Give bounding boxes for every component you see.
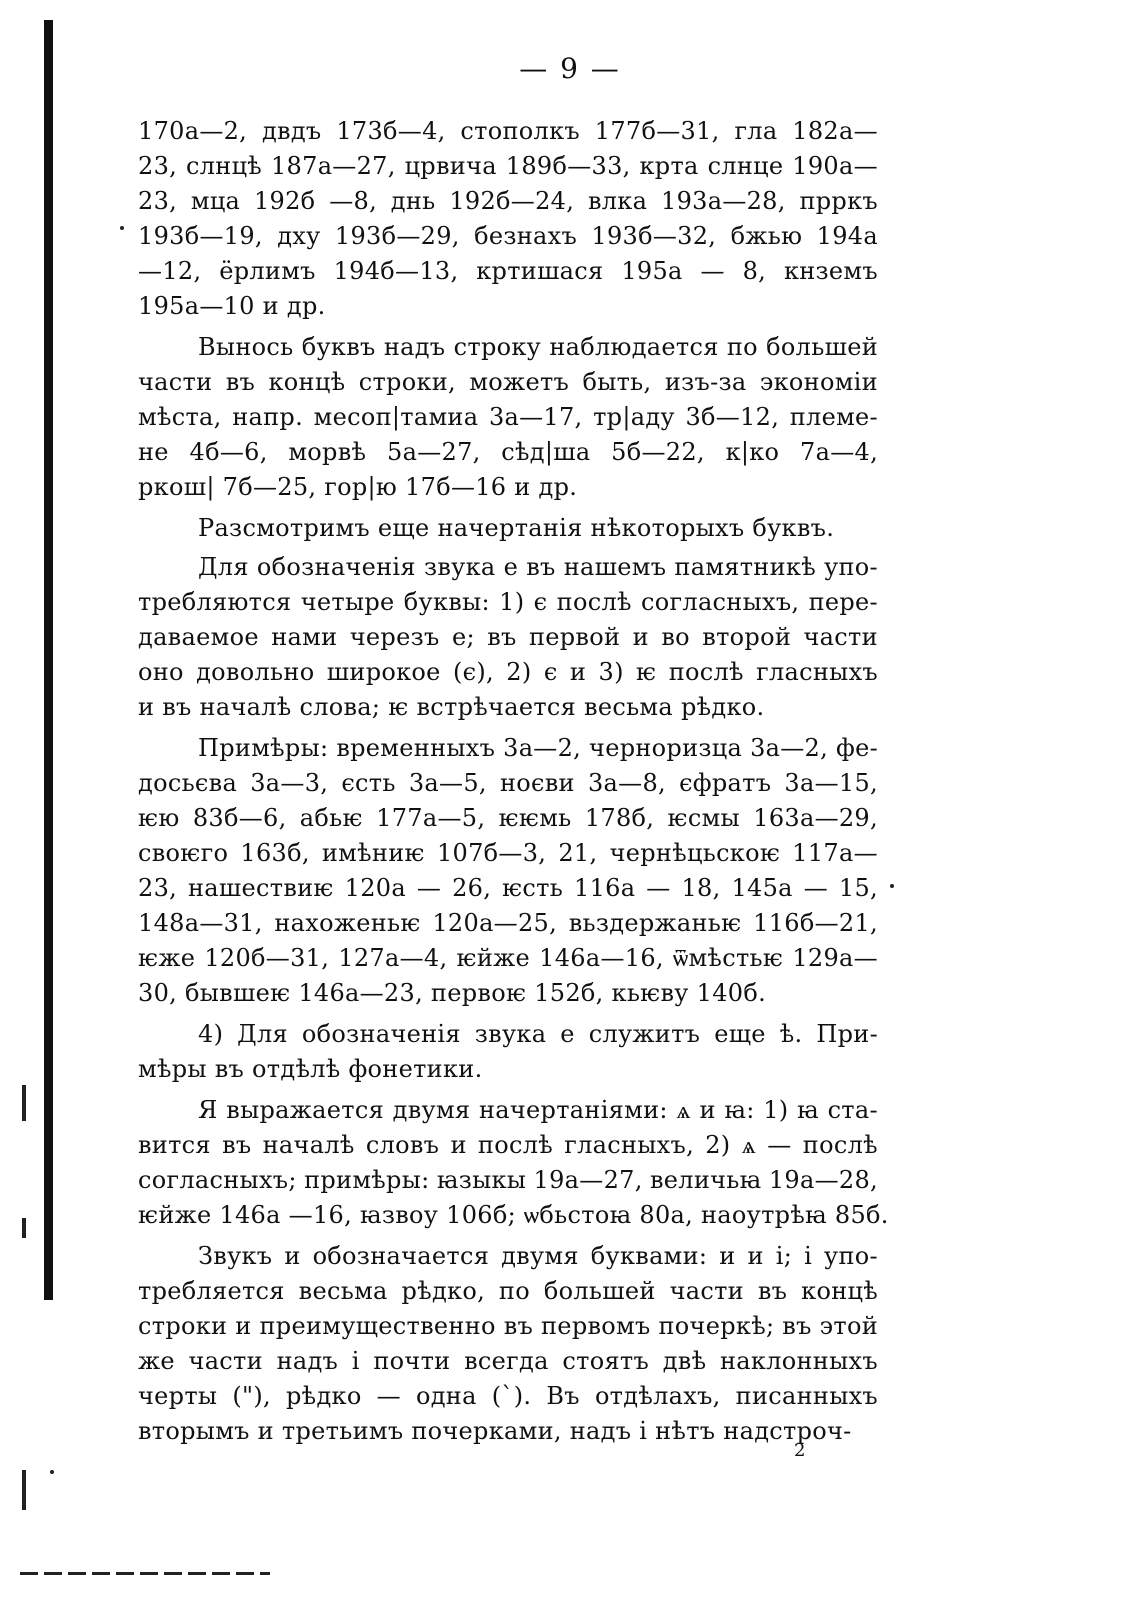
word: послѣ: [668, 658, 744, 686]
text-line: [138, 1309, 878, 1344]
text-line: [138, 470, 878, 505]
text-line: [138, 1093, 878, 1128]
word: морвѣ: [288, 438, 367, 466]
word: и: [284, 1242, 301, 1270]
word: гласныхъ,: [564, 1131, 695, 1159]
word: весьма: [298, 1277, 388, 1305]
word: —: [376, 1382, 401, 1410]
word: е;: [451, 623, 475, 651]
word: Звукъ: [198, 1242, 273, 1270]
word: по: [498, 1277, 530, 1305]
word: 177б—31,: [594, 117, 720, 145]
word: єфратъ: [679, 769, 772, 797]
word: согласныхъ,: [641, 588, 800, 616]
word: звука: [474, 1020, 547, 1048]
word: 18,: [681, 874, 721, 902]
word: въ: [782, 1312, 812, 1340]
word: своѥго: [138, 839, 229, 867]
binding-mark: [22, 1218, 26, 1238]
word: 193б—29,: [334, 222, 460, 250]
word: первой: [528, 623, 621, 651]
word: ꙗ: [797, 1096, 819, 1124]
text-line: [138, 114, 878, 149]
word: выражается: [226, 1096, 385, 1124]
word: Для: [198, 553, 249, 581]
word: надъ: [276, 1347, 339, 1375]
line-text: ѥйже 146а —16, ꙗзвоу 106б; ѡбьстоꙗ 80а, наоутрѣꙗ 85б.: [138, 1201, 889, 1229]
word: ѧ: [741, 1131, 757, 1159]
word: 173б—4,: [336, 117, 446, 145]
word: 23,: [138, 874, 178, 902]
word: нами: [271, 623, 338, 651]
word: 4): [198, 1020, 224, 1048]
word: 148а—31,: [138, 909, 263, 937]
text-line: [138, 690, 878, 725]
word: концѣ: [268, 368, 346, 396]
word: послѣ: [802, 1131, 878, 1159]
word: наблюдается: [549, 333, 719, 361]
word: ѧ: [676, 1096, 691, 1124]
word: кртишася: [476, 257, 604, 285]
word: довольно: [196, 658, 315, 686]
word: писанныхъ: [735, 1382, 878, 1410]
word: 192б: [253, 187, 316, 215]
word: Въ: [546, 1382, 580, 1410]
text-line: [138, 289, 878, 324]
word: Я: [198, 1096, 218, 1124]
scan-artifact: [20, 1572, 270, 1575]
word: При-: [816, 1020, 878, 1048]
word: двдъ: [261, 117, 322, 145]
word: 4б—6,: [189, 438, 268, 466]
word: влка: [587, 187, 648, 215]
word: оно: [138, 658, 184, 686]
text-line: [138, 149, 878, 184]
word: гласныхъ: [756, 658, 878, 686]
text-line: [138, 1239, 878, 1274]
body-text: [138, 114, 889, 1449]
binding-mark: [22, 1470, 26, 1510]
word: преимущественно: [259, 1312, 496, 1340]
word: временныхъ: [336, 734, 496, 762]
word: (є),: [452, 658, 494, 686]
word: и: [747, 1242, 764, 1270]
word: е: [503, 553, 519, 581]
word: нахоженьѥ: [274, 909, 421, 937]
word: безнахъ: [474, 222, 578, 250]
scan-speck: [120, 226, 124, 230]
word: 190а—: [792, 152, 878, 180]
word: е: [560, 1020, 575, 1048]
scan-speck: [50, 1470, 54, 1474]
word: словъ: [365, 1131, 440, 1159]
word: упо-: [824, 1242, 878, 1270]
word: второй: [702, 623, 792, 651]
text-line: [138, 1274, 878, 1309]
word: части: [803, 623, 878, 651]
word: ꙗ:: [724, 1096, 755, 1124]
text-line: [138, 620, 878, 655]
word: 19а—27,: [533, 1166, 643, 1194]
word: 3б—12,: [685, 403, 780, 431]
text-line: [138, 1017, 878, 1052]
word: є: [533, 588, 548, 616]
line-text: и въ началѣ слова; ѥ встрѣчается весьма рѣдко.: [138, 693, 765, 721]
word: бжью: [730, 222, 803, 250]
word: одна: [415, 1382, 477, 1410]
word: 3): [598, 658, 624, 686]
word: прркъ: [799, 187, 878, 215]
word: согласныхъ;: [138, 1166, 297, 1194]
word: 5б—22,: [611, 438, 705, 466]
word: і;: [775, 1242, 793, 1270]
line-text: мѣры въ отдѣлѣ фонетики.: [138, 1055, 483, 1083]
word: 3а—2,: [750, 734, 829, 762]
word: фе-: [835, 734, 878, 762]
word: ѥйже: [456, 944, 531, 972]
text-line: [138, 941, 878, 976]
word: широкое: [326, 658, 441, 686]
word: и: [235, 1312, 252, 1340]
text-line: [138, 330, 878, 365]
word: изъ-за: [664, 368, 747, 396]
word: 23,: [138, 152, 178, 180]
word: вьздержаньѥ: [568, 909, 742, 937]
word: сѣд|ша: [501, 438, 591, 466]
word: Вынось: [198, 333, 294, 361]
text-line: [138, 1414, 878, 1449]
text-line: [138, 976, 878, 1011]
word: 120а: [344, 874, 406, 902]
text-line: [138, 1379, 878, 1414]
word: слнцѣ: [185, 152, 263, 180]
word: послѣ: [477, 1131, 554, 1159]
word: —12,: [138, 257, 202, 285]
word: требляются: [138, 588, 292, 616]
word: —: [416, 874, 442, 902]
text-line: [138, 435, 878, 470]
line-text: 30, бывшеѥ 146а—23, первоѥ 152б, кьѥву 140б.: [138, 979, 767, 1007]
word: 3а—17,: [488, 403, 583, 431]
word: строки: [138, 1312, 228, 1340]
word: въ: [503, 1312, 534, 1340]
text-line: [138, 836, 878, 871]
word: 116а: [574, 874, 636, 902]
word: черноризца: [589, 734, 743, 762]
word: 187а—27,: [270, 152, 396, 180]
word: стополкъ: [460, 117, 580, 145]
word: части: [138, 368, 213, 396]
word: Для: [237, 1020, 288, 1048]
word: обозначается: [312, 1242, 490, 1270]
word: экономіи: [759, 368, 878, 396]
word: буквы:: [403, 588, 490, 616]
word: 194б—13,: [333, 257, 459, 285]
word: тр|аду: [593, 403, 675, 431]
text-line: [138, 1344, 878, 1379]
text-line: [138, 365, 878, 400]
word: —: [803, 874, 828, 902]
word: ѥѥмь: [498, 804, 572, 832]
word: ("),: [232, 1382, 271, 1410]
word: ёрлимъ: [219, 257, 316, 285]
word: же: [138, 1347, 175, 1375]
word: строку: [453, 333, 542, 361]
word: —: [767, 1131, 792, 1159]
word: большей: [766, 333, 878, 361]
word: 195а: [621, 257, 683, 285]
word: 182а—: [792, 117, 878, 145]
word: 129а—: [792, 944, 878, 972]
word: почеркѣ;: [658, 1312, 775, 1340]
word: 7а—4,: [800, 438, 878, 466]
word: ноєви: [499, 769, 575, 797]
word: напр.: [232, 403, 304, 431]
word: буквъ: [301, 333, 376, 361]
word: начертаніями:: [478, 1096, 668, 1124]
text-line: [138, 511, 878, 546]
word: (`).: [491, 1382, 532, 1410]
word: и: [450, 1131, 467, 1159]
word: 3а—8,: [587, 769, 666, 797]
word: Примѣры:: [198, 734, 329, 762]
word: 163а—29,: [753, 804, 878, 832]
line-text: 195а—10 и др.: [138, 292, 326, 320]
word: стоятъ: [562, 1347, 650, 1375]
word: 193б—19,: [138, 222, 263, 250]
word: и: [699, 1096, 716, 1124]
word: строки,: [358, 368, 456, 396]
word: 23,: [138, 187, 178, 215]
word: во: [661, 623, 690, 651]
text-line: [138, 1128, 878, 1163]
word: по: [726, 333, 758, 361]
word: ѥсмы: [667, 804, 740, 832]
text-line: [138, 400, 878, 435]
text-line: [138, 655, 878, 690]
word: въ: [222, 1131, 252, 1159]
word: примѣры:: [304, 1166, 430, 1194]
text-line: [138, 254, 878, 289]
word: ста-: [827, 1096, 878, 1124]
word: черезъ: [349, 623, 440, 651]
word: 1): [763, 1096, 789, 1124]
word: въ: [757, 1277, 788, 1305]
word: ѿмѣстьѥ: [672, 944, 784, 972]
word: дху: [277, 222, 321, 250]
word: 193б—32,: [591, 222, 717, 250]
word: части: [188, 1347, 263, 1375]
word: концѣ: [801, 1277, 878, 1305]
word: 3а—5,: [408, 769, 487, 797]
line-text: вторымъ и третьимъ почерками, надъ і нѣтъ надстроч-: [138, 1417, 852, 1445]
word: 2): [705, 1131, 731, 1159]
word: 193а—28,: [661, 187, 786, 215]
word: 194а: [816, 222, 878, 250]
line-text: Разсмотримъ еще начертанія нѣкоторыхъ буквъ.: [198, 514, 835, 542]
word: 107б—3,: [436, 839, 547, 867]
text-line: [138, 871, 878, 906]
word: двумя: [501, 1242, 579, 1270]
word: чернѣцьскоѥ: [609, 839, 781, 867]
word: 19а—28,: [768, 1166, 878, 1194]
word: 120б—31,: [204, 944, 330, 972]
word: мца: [190, 187, 241, 215]
word: црвича: [404, 152, 497, 180]
word: —: [646, 874, 671, 902]
text-line: [138, 906, 878, 941]
word: служитъ: [588, 1020, 701, 1048]
word: въ: [487, 623, 517, 651]
word: величьꙗ: [649, 1166, 762, 1194]
text-line: [138, 585, 878, 620]
word: буквами:: [590, 1242, 708, 1270]
text-line: [138, 219, 878, 254]
word: и: [719, 1242, 736, 1270]
word: и: [569, 658, 587, 686]
word: 2): [506, 658, 532, 686]
text-line: [138, 1052, 878, 1087]
text-line: [138, 731, 878, 766]
word: вится: [138, 1131, 211, 1159]
text-line: [138, 801, 878, 836]
page-number: — 9 —: [519, 52, 621, 85]
word: ѥ: [636, 658, 657, 686]
word: слнце: [707, 152, 784, 180]
word: всегда: [464, 1347, 549, 1375]
word: 178б,: [584, 804, 655, 832]
word: ѣ.: [779, 1020, 803, 1048]
word: пере-: [808, 588, 878, 616]
word: обозначенія: [301, 1020, 461, 1048]
word: этой: [819, 1312, 878, 1340]
word: 146а—16,: [539, 944, 664, 972]
word: рѣдко: [286, 1382, 362, 1410]
word: досьєва: [138, 769, 238, 797]
word: въ: [526, 553, 556, 581]
word: 26,: [452, 874, 492, 902]
word: первомъ: [541, 1312, 651, 1340]
text-line: [138, 766, 878, 801]
word: єсть: [341, 769, 396, 797]
word: 116б—21,: [753, 909, 878, 937]
word: ѥю: [138, 804, 180, 832]
text-line: [138, 1198, 889, 1233]
word: 15,: [838, 874, 878, 902]
word: 83б—6,: [192, 804, 287, 832]
word: части: [669, 1277, 744, 1305]
word: 3а—3,: [250, 769, 329, 797]
word: большей: [543, 1277, 656, 1305]
word: крта: [639, 152, 699, 180]
word: 8,: [742, 257, 767, 285]
word: четыре: [300, 588, 395, 616]
word: ѥсть: [502, 874, 564, 902]
word: 177а—5,: [376, 804, 486, 832]
word: въ: [225, 368, 256, 396]
word: і: [351, 1347, 360, 1375]
scan-speck: [890, 884, 894, 888]
word: 120а—25,: [432, 909, 558, 937]
word: упо-: [824, 553, 878, 581]
word: требляется: [138, 1277, 285, 1305]
word: послѣ: [556, 588, 632, 616]
binding-mark: [22, 1085, 26, 1121]
word: 145а: [731, 874, 793, 902]
word: 117а—: [792, 839, 878, 867]
text-line: [138, 550, 878, 585]
word: двумя: [392, 1096, 471, 1124]
word: 3а—2,: [503, 734, 582, 762]
word: кнземъ: [783, 257, 878, 285]
word: рѣдко,: [401, 1277, 486, 1305]
word: абьѥ: [299, 804, 363, 832]
word: к|ко: [725, 438, 780, 466]
word: 3а—15,: [784, 769, 878, 797]
word: днь: [390, 187, 436, 215]
text-line: [138, 184, 878, 219]
word: обозначенія: [256, 553, 416, 581]
word: 5а—27,: [387, 438, 481, 466]
word: и: [632, 623, 649, 651]
word: наклонныхъ: [720, 1347, 878, 1375]
word: 192б—24,: [449, 187, 575, 215]
word: ѥже: [138, 944, 196, 972]
word: надъ: [383, 333, 446, 361]
word: быть,: [582, 368, 652, 396]
word: —8,: [329, 187, 378, 215]
word: нашествиѥ: [187, 874, 334, 902]
word: даваемое: [138, 623, 259, 651]
word: двѣ: [662, 1347, 707, 1375]
word: 1): [499, 588, 525, 616]
word: 163б,: [240, 839, 310, 867]
word: можетъ: [469, 368, 570, 396]
word: памятникѣ: [674, 553, 816, 581]
binding-edge: [44, 20, 53, 1300]
line-text: ркош| 7б—25, гор|ю 17б—16 и др.: [138, 473, 578, 501]
word: є: [543, 658, 558, 686]
word: отдѣлахъ,: [594, 1382, 721, 1410]
word: 21,: [558, 839, 598, 867]
word: 189б—33,: [505, 152, 631, 180]
word: 170а—2,: [138, 117, 248, 145]
word: еще: [714, 1020, 766, 1048]
word: нашемъ: [563, 553, 667, 581]
text-line: [138, 1163, 878, 1198]
signature-mark: 2: [794, 1440, 806, 1461]
word: почти: [373, 1347, 451, 1375]
word: черты: [138, 1382, 218, 1410]
word: мѣста,: [138, 403, 222, 431]
word: началѣ: [262, 1131, 355, 1159]
word: 127а—4,: [338, 944, 448, 972]
word: гла: [734, 117, 778, 145]
word: месоп|тамиа: [313, 403, 479, 431]
word: звука: [423, 553, 496, 581]
word: —: [700, 257, 725, 285]
word: имѣниѥ: [321, 839, 425, 867]
word: ꙗзыкы: [436, 1166, 527, 1194]
word: племе-: [789, 403, 878, 431]
word: і: [804, 1242, 813, 1270]
word: не: [138, 438, 169, 466]
